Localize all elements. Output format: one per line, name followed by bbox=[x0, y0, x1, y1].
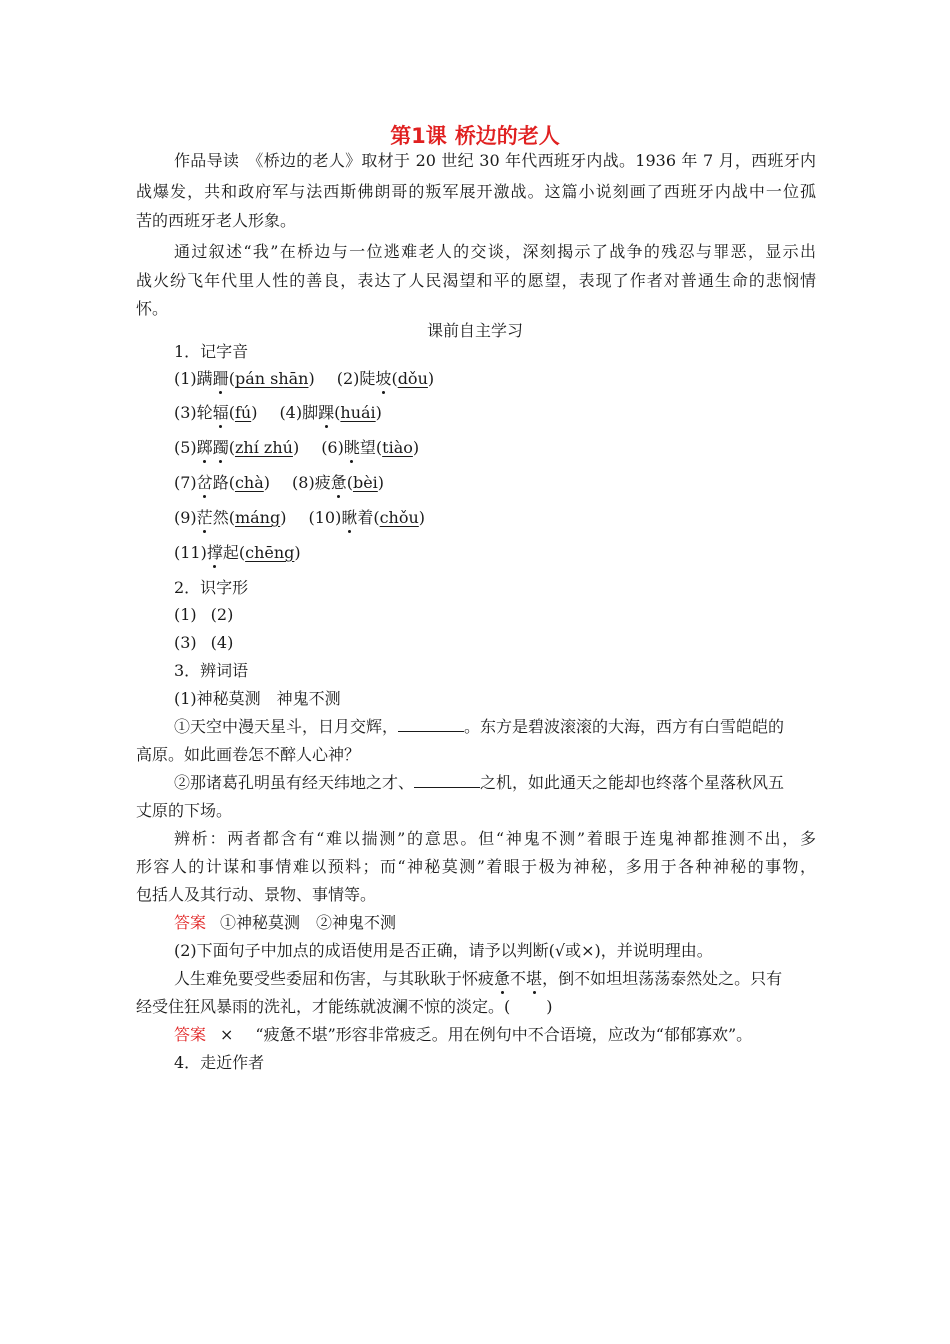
page-title bbox=[0, 122, 950, 150]
sentence-line: 经受住狂风暴雨的洗礼，才能练就波澜不惊的淡定。( ) bbox=[136, 997, 553, 1016]
sentence-line: 人生难免要受些委屈和伤害，与其耿耿于怀疲惫不堪，倒不如坦坦荡荡泰然处之。只有 bbox=[174, 969, 783, 988]
pinyin-row: (1)蹒跚(pán shān) (2)陡坡(dǒu) bbox=[174, 369, 435, 388]
fill-blank[interactable] bbox=[414, 773, 480, 788]
question-heading: 2．识字形 bbox=[174, 578, 249, 597]
answer-line: 答案 × “疲惫不堪”形容非常疲乏。用在例句中不合语境，应改为“郁郁寡欢”。 bbox=[174, 1025, 753, 1044]
pinyin-row: (3)轮辐(fú) (4)脚踝(huái) bbox=[174, 403, 382, 422]
pinyin-row: (7)岔路(chà) (8)疲惫(bèi) bbox=[174, 473, 385, 492]
sentence-line: 高原。如此画卷怎不醉人心神？ bbox=[136, 745, 361, 764]
intro-line: 怀。 bbox=[136, 299, 169, 318]
intro-line: 通过叙述“我”在桥边与一位逃难老人的交谈，深刻揭示了战争的残忍与罪恶，显示出 bbox=[174, 242, 816, 261]
analysis-line: 包括人及其行动、景物、事情等。 bbox=[136, 885, 377, 904]
fill-blank[interactable] bbox=[398, 717, 464, 732]
glyph-row: (1) (2) bbox=[174, 605, 234, 624]
sub-question: (2)下面句子中加点的成语使用是否正确，请予以判断(√或×)，并说明理由。 bbox=[174, 941, 713, 960]
intro-line: 作品导读 《桥边的老人》取材于 20 世纪 30 年代西班牙内战。1936 年 7 月，西班牙内 bbox=[174, 151, 816, 170]
question-heading: 1．记字音 bbox=[174, 342, 249, 361]
analysis-line: 辨析：两者都含有“难以揣测”的意思。但“神鬼不测”着眼于连鬼神都推测不出，多 bbox=[174, 829, 816, 848]
sentence-line: ②那诸葛孔明虽有经天纬地之才、 之机，如此通天之能却也终落个星落秋风五 bbox=[174, 773, 785, 792]
lesson-number: 第1课 bbox=[390, 124, 447, 148]
answer-label: 答案 bbox=[174, 1025, 207, 1044]
pinyin-row: (11)撑起(chēng) bbox=[174, 543, 301, 562]
intro-line: 战爆发，共和政府军与法西斯佛朗哥的叛军展开激战。这篇小说刻画了西班牙内战中一位孤 bbox=[136, 182, 816, 201]
pinyin-row: (9)茫然(máng) (10)瞅着(chǒu) bbox=[174, 508, 426, 527]
lesson-name: 桥边的老人 bbox=[454, 124, 560, 148]
intro-line: 战火纷飞年代里人性的善良，表达了人民渴望和平的愿望，表现了作者对普通生命的悲悯情 bbox=[136, 271, 816, 290]
answer-label: 答案 bbox=[174, 913, 207, 932]
section-title: 课前自主学习 bbox=[426, 321, 523, 340]
question-heading: 4．走近作者 bbox=[174, 1053, 265, 1072]
pinyin-row: (5)踯躅(zhí zhú) (6)眺望(tiào) bbox=[174, 438, 420, 457]
sentence-line: 丈原的下场。 bbox=[136, 801, 233, 820]
answer-line: 答案 ①神秘莫测 ②神鬼不测 bbox=[174, 913, 397, 932]
sub-question: (1)神秘莫测 神鬼不测 bbox=[174, 689, 341, 708]
glyph-row: (3) (4) bbox=[174, 633, 234, 652]
analysis-line: 形容人的计谋和事情难以预料；而“神秘莫测”着眼于极为神秘，多用于各种神秘的事物， bbox=[136, 857, 816, 876]
question-heading: 3．辨词语 bbox=[174, 661, 249, 680]
sentence-line: ①天空中漫天星斗，日月交辉， 。东方是碧波滚滚的大海，西方有白雪皑皑的 bbox=[174, 717, 785, 736]
intro-line: 苦的西班牙老人形象。 bbox=[136, 211, 297, 230]
